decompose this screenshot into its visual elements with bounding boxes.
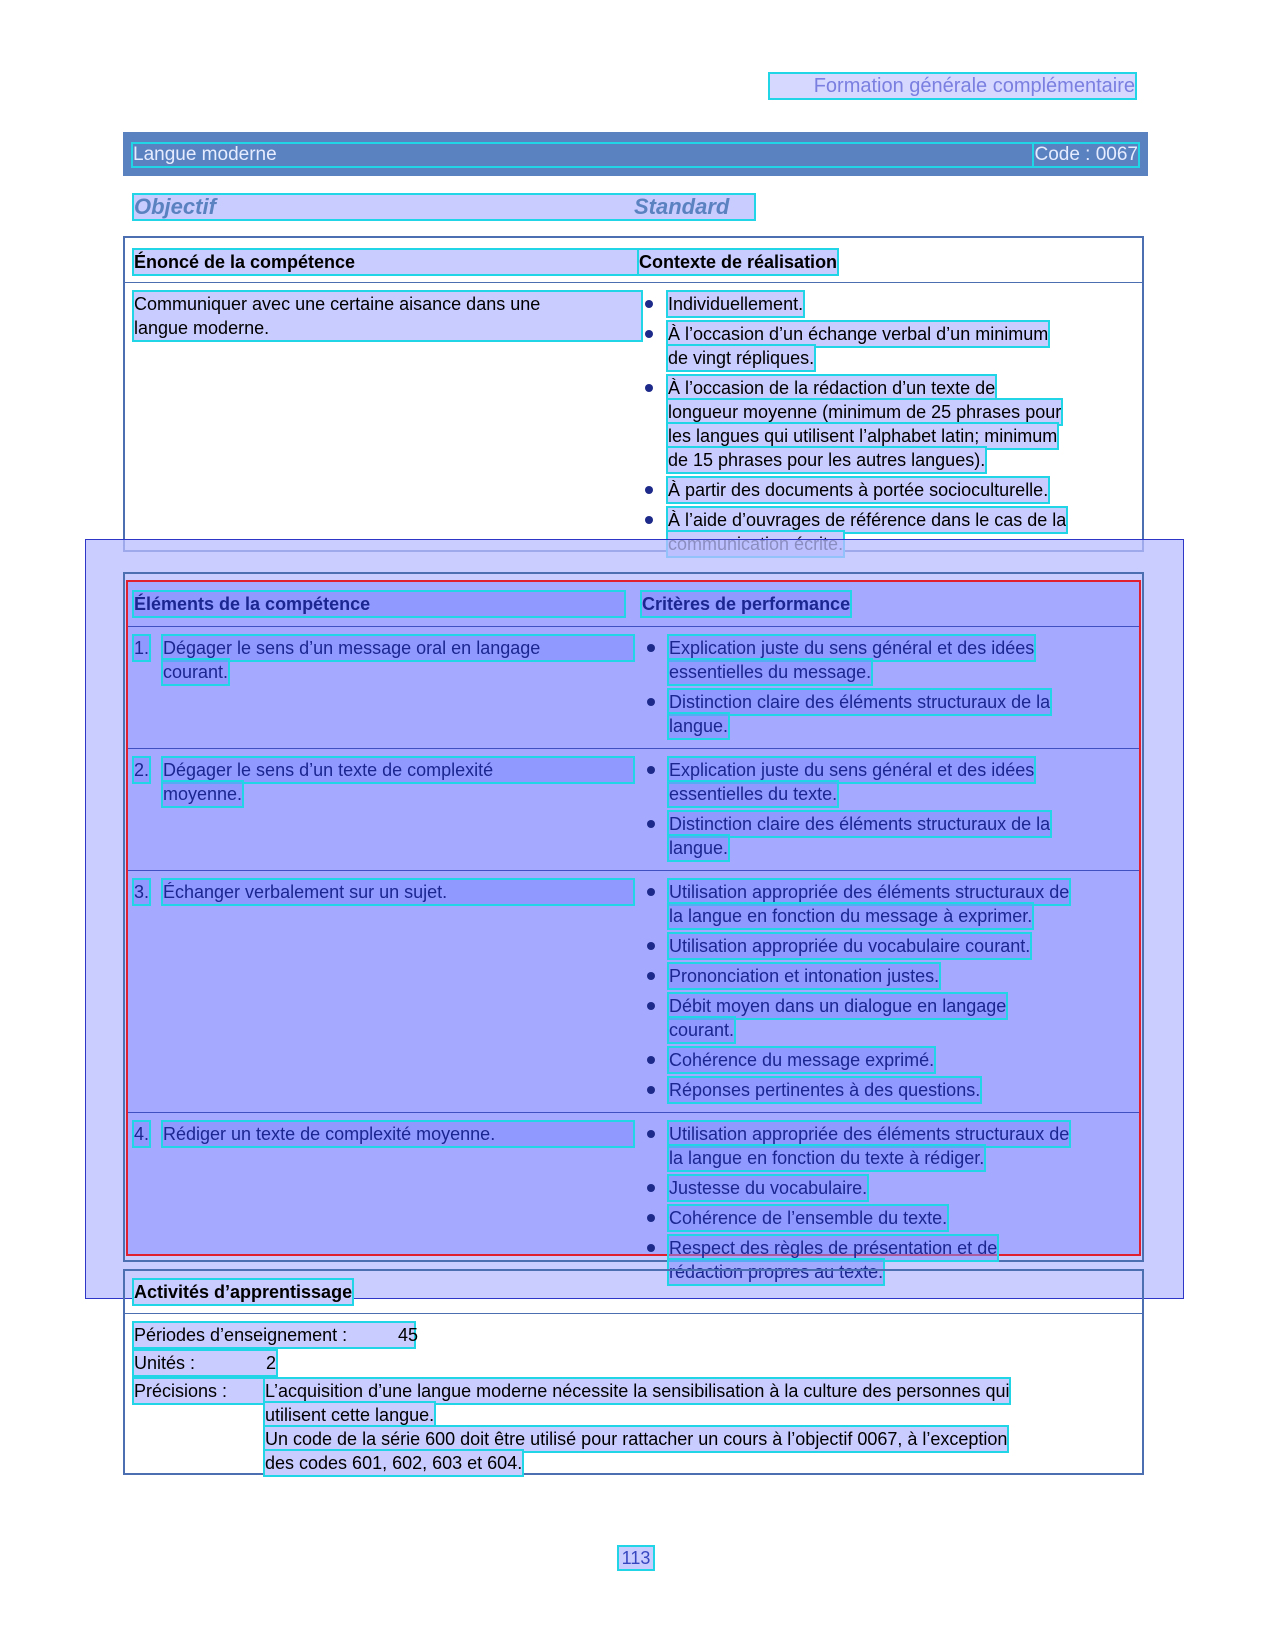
element-text-line: Échanger verbalement sur un sujet. — [163, 880, 633, 904]
criterion-line: courant. — [669, 1020, 735, 1040]
criterion-line: Explication juste du sens général et des idées — [669, 760, 1035, 780]
element-number: 2. — [134, 760, 150, 780]
criterion-line: Justesse du vocabulaire. — [669, 1178, 868, 1198]
context-item-line: les langues qui utilisent l’alphabet latin; minimum — [668, 426, 1058, 446]
element-text-line: moyenne. — [163, 784, 243, 804]
units-row — [134, 1351, 276, 1375]
bullet-icon — [647, 820, 655, 828]
criterion-line: Débit moyen dans un dialogue en langage — [669, 996, 1007, 1016]
periods-row — [134, 1323, 419, 1347]
section-header: Formation générale complémentaire — [770, 74, 1135, 98]
bullet-icon — [647, 766, 655, 774]
title-bar — [123, 132, 1148, 176]
element-text-line: courant. — [163, 662, 229, 682]
element-number: 3. — [134, 882, 150, 902]
criterion-line: essentielles du texte. — [669, 784, 838, 804]
bullet-icon — [645, 300, 653, 308]
bullet-icon — [647, 1184, 655, 1192]
criterion-line: Cohérence du message exprimé. — [669, 1050, 935, 1070]
statement-line: langue moderne. — [134, 318, 270, 338]
bullet-icon — [647, 1086, 655, 1094]
criterion-line: Utilisation appropriée du vocabulaire courant. — [669, 936, 1031, 956]
bullet-icon — [647, 942, 655, 950]
context-item-line: À l’occasion d’un échange verbal d’un minimum — [668, 324, 1049, 344]
statement-line: Communiquer avec une certaine aisance dans une — [134, 294, 541, 314]
element-text-line: Dégager le sens d’un message oral en langage — [163, 636, 633, 660]
bullet-icon — [647, 888, 655, 896]
objective-standard-row — [134, 195, 754, 219]
details-label: Précisions : — [134, 1379, 264, 1403]
bullet-icon — [645, 330, 653, 338]
details-line: L’acquisition d’une langue moderne nécessite la sensibilisation à la culture des personnes qui — [265, 1381, 1010, 1401]
periods-value: 45 — [398, 1325, 419, 1345]
code-label: Code : 0067 — [1034, 144, 1138, 165]
bullet-icon — [647, 644, 655, 652]
bullet-icon — [647, 698, 655, 706]
competence-box — [123, 236, 1144, 552]
criterion-line: Distinction claire des éléments structuraux de la — [669, 692, 1051, 712]
standard-label: Standard — [634, 194, 730, 219]
criterion-line: la langue en fonction du texte à rédiger. — [669, 1148, 985, 1168]
activities-heading: Activités d’apprentissage — [134, 1282, 353, 1302]
criterion-line: Utilisation appropriée des éléments structuraux de — [669, 1124, 1070, 1144]
bullet-icon — [647, 1130, 655, 1138]
criterion-line: rédaction propres au texte. — [669, 1262, 884, 1282]
element-text-line: Dégager le sens d’un texte de complexité — [163, 758, 633, 782]
periods-label: Périodes d’enseignement : — [134, 1325, 348, 1345]
subject-title: Langue moderne — [133, 144, 1138, 166]
criterion-line: essentielles du message. — [669, 662, 872, 682]
elements-header-row — [128, 582, 1139, 626]
units-value: 2 — [266, 1353, 277, 1373]
criterion-line: Explication juste du sens général et des idées — [669, 638, 1035, 658]
bullet-icon — [645, 486, 653, 494]
criterion-line: Utilisation appropriée des éléments structuraux de — [669, 882, 1070, 902]
context-item-line: À l’occasion de la rédaction d’un texte de — [668, 378, 996, 398]
bullet-icon — [645, 384, 653, 392]
context-item-line: À partir des documents à portée socioculturelle. — [668, 480, 1049, 500]
elements-heading: Éléments de la compétence — [134, 592, 624, 616]
context-item-line: À l’aide d’ouvrages de référence dans le cas de la — [668, 510, 1067, 530]
context-item-line: longueur moyenne (minimum de 25 phrases pour — [668, 402, 1062, 422]
details-line: Un code de la série 600 doit être utilisé pour rattacher un cours à l’objectif 0067, à l’exception — [265, 1429, 1008, 1449]
details-line: des codes 601, 602, 603 et 604. — [265, 1453, 523, 1473]
activities-box — [123, 1269, 1144, 1475]
criterion-line: Prononciation et intonation justes. — [669, 966, 940, 986]
bullet-icon — [645, 516, 653, 524]
element-text-line: Rédiger un texte de complexité moyenne. — [163, 1122, 633, 1146]
criterion-line: Distinction claire des éléments structuraux de la — [669, 814, 1051, 834]
criterion-line: Respect des règles de présentation et de — [669, 1238, 998, 1258]
criterion-line: langue. — [669, 838, 729, 858]
context-item-line: de 15 phrases pour les autres langues). — [668, 450, 986, 470]
bullet-icon — [647, 1002, 655, 1010]
competence-statement — [134, 292, 641, 340]
criterion-line: langue. — [669, 716, 729, 736]
page-number: 113 — [619, 1547, 653, 1569]
criteria-heading: Critères de performance — [642, 594, 851, 614]
units-label: Unités : — [134, 1353, 196, 1373]
objectif-label: Objectif — [134, 194, 216, 219]
context-item-line: de vingt répliques. — [668, 348, 815, 368]
context-heading: Contexte de réalisation — [639, 252, 838, 272]
criterion-line: la langue en fonction du message à exprimer. — [669, 906, 1033, 926]
bullet-icon — [647, 1244, 655, 1252]
element-number: 4. — [134, 1124, 150, 1144]
competence-statement-heading: Énoncé de la compétence — [134, 250, 638, 274]
details-line: utilisent cette langue. — [265, 1405, 435, 1425]
element-number: 1. — [134, 638, 150, 658]
criterion-line: Réponses pertinentes à des questions. — [669, 1080, 981, 1100]
bullet-icon — [647, 972, 655, 980]
bullet-icon — [647, 1056, 655, 1064]
context-item-line: Individuellement. — [668, 294, 804, 314]
criterion-line: Cohérence de l’ensemble du texte. — [669, 1208, 948, 1228]
bullet-icon — [647, 1214, 655, 1222]
elements-table — [126, 580, 1141, 1282]
